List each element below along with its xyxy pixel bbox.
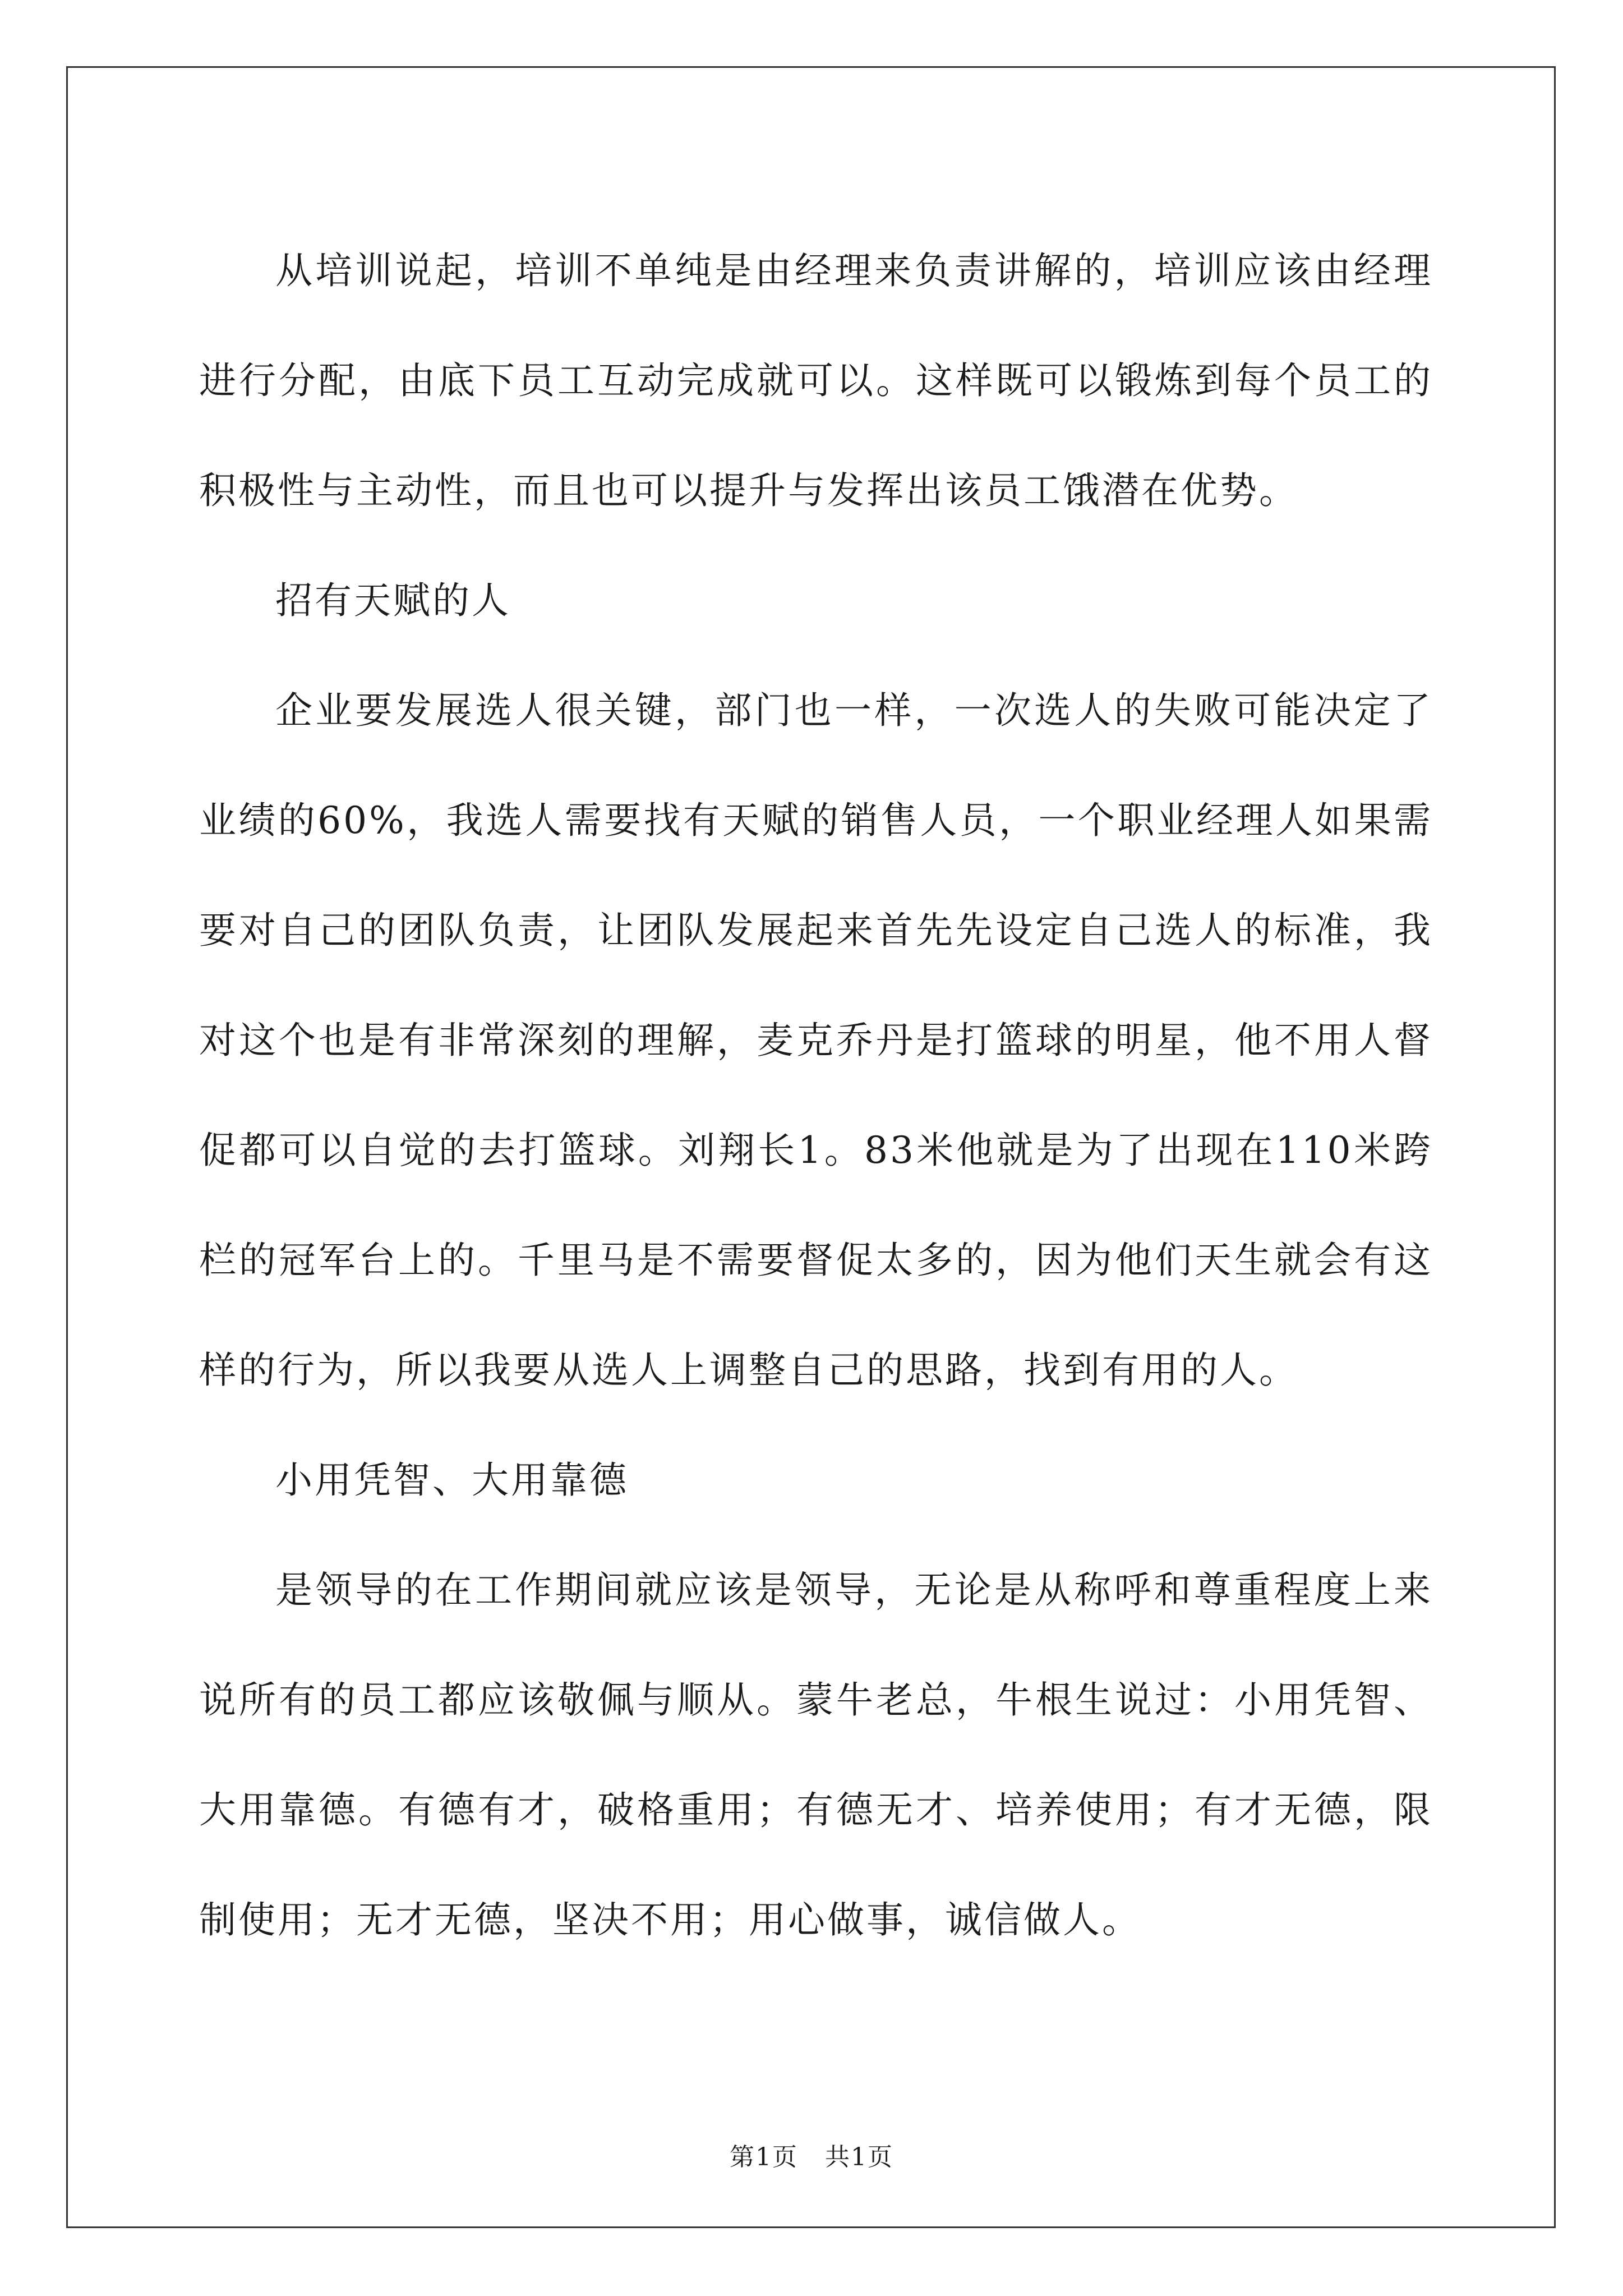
paragraph-training: 从培训说起，培训不单纯是由经理来负责讲解的，培训应该由经理进行分配，由底下员工互动完成就可以。这样既可以锻炼到每个员工的积极性与主动性，而且也可以提升与发挥出该员工饿潜在优势。 [199, 249, 1433, 512]
page-number: 第1页 [730, 2143, 798, 2171]
section-heading-talent: 招有天赋的人 [275, 579, 511, 622]
paragraph-hiring: 企业要发展选人很关键，部门也一样，一次选人的失败可能决定了业绩的60%，我选人需要找有天赋的销售人员，一个职业经理人如果需要对自己的团队负责，让团队发展起来首先先设定自己选人的标准，我对这个也是有非常深刻的理解，麦克乔丹是打篮球的明星，他不用人督促都可以自觉的去打篮球。刘翔长1。83米他就是为了出现在110米跨栏的冠军台上的。千里马是不需要督促太多的，因为他们天生就会有这样的行为，所以我要从选人上调整自己的思路，找到有用的人。 [199, 689, 1433, 1392]
page-total: 共1页 [825, 2143, 893, 2171]
section-heading-virtue: 小用凭智、大用靠德 [275, 1458, 629, 1502]
paragraph-leadership: 是领导的在工作期间就应该是领导，无论是从称呼和尊重程度上来说所有的员工都应该敬佩与顺从。蒙牛老总，牛根生说过：小用凭智、大用靠德。有德有才，破格重用；有德无才、培养使用；有才无德，限制使用；无才无德，坚决不用；用心做事，诚信做人。 [199, 1568, 1433, 1941]
document-body [199, 216, 1433, 1975]
page-footer [0, 2142, 1623, 2173]
